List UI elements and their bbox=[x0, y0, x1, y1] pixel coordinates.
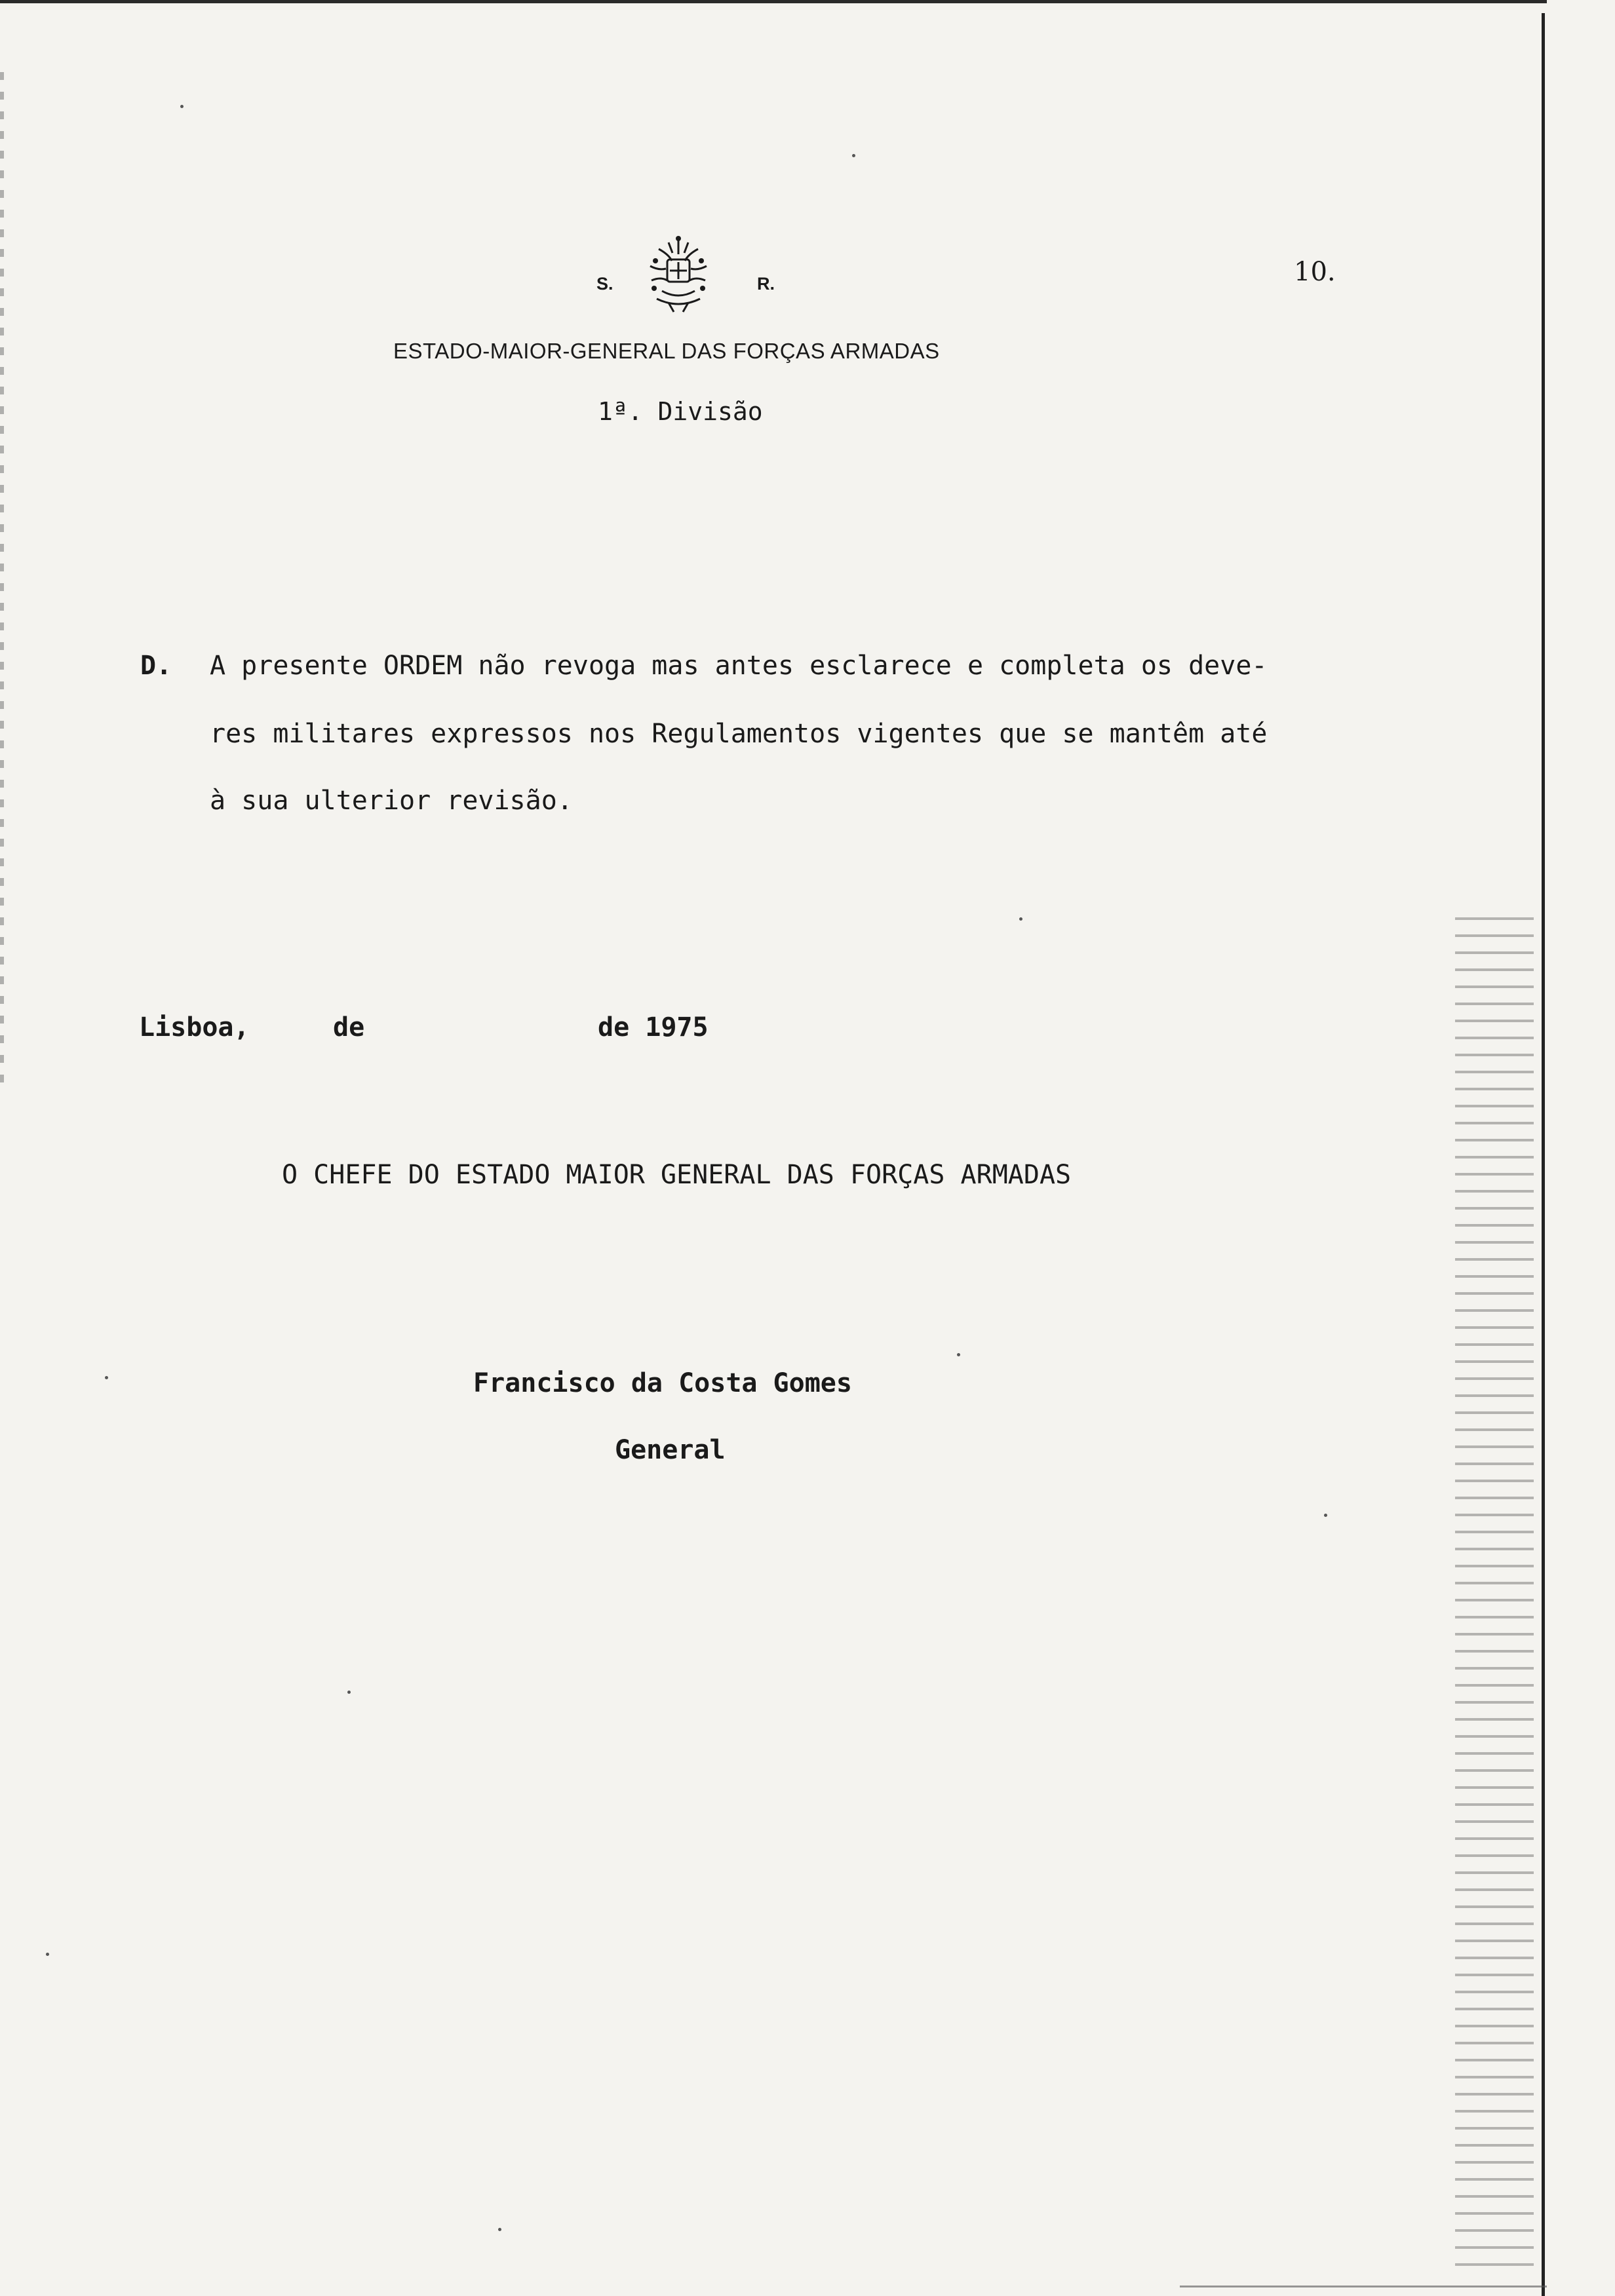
dateline-city: Lisboa, bbox=[139, 1012, 250, 1043]
scan-right-edge bbox=[1542, 13, 1545, 2296]
scan-bottom-edge bbox=[1180, 2286, 1547, 2287]
scan-speck bbox=[498, 2228, 501, 2231]
signatory-name: Francisco da Costa Gomes bbox=[473, 1368, 852, 1398]
page-number: 10. bbox=[1294, 257, 1336, 287]
scan-speck bbox=[105, 1376, 108, 1379]
crest-emblem-icon bbox=[642, 235, 714, 316]
paragraph-line: res militares expressos nos Regulamentos vigentes que se mantêm até bbox=[210, 719, 1268, 749]
scan-top-edge bbox=[0, 0, 1547, 3]
division-heading: 1ª. Divisão bbox=[598, 397, 763, 426]
scan-speck bbox=[852, 154, 855, 157]
dateline-de: de bbox=[333, 1012, 365, 1043]
crest-left-letter: S. bbox=[596, 274, 613, 294]
scan-speck bbox=[957, 1353, 960, 1356]
scan-speck bbox=[180, 105, 184, 108]
scan-speck bbox=[46, 1953, 49, 1956]
paragraph-line: à sua ulterior revisão. bbox=[210, 786, 573, 816]
paragraph-line: A presente ORDEM não revoga mas antes esclarece e completa os deve- bbox=[210, 651, 1268, 681]
crest-right-letter: R. bbox=[757, 274, 775, 294]
organization-heading: ESTADO-MAIOR-GENERAL DAS FORÇAS ARMADAS bbox=[393, 339, 940, 363]
scan-speck bbox=[1019, 917, 1022, 921]
scan-speck bbox=[347, 1691, 351, 1694]
signatory-rank: General bbox=[615, 1435, 726, 1465]
scan-right-fringe bbox=[1455, 917, 1534, 2280]
scan-speck bbox=[1324, 1514, 1327, 1517]
signatory-title: O CHEFE DO ESTADO MAIOR GENERAL DAS FORÇAS ARMADAS bbox=[282, 1160, 1072, 1190]
dateline-year: de 1975 bbox=[598, 1012, 709, 1043]
paragraph-marker: D. bbox=[140, 651, 172, 681]
scan-left-edge bbox=[0, 72, 4, 1088]
